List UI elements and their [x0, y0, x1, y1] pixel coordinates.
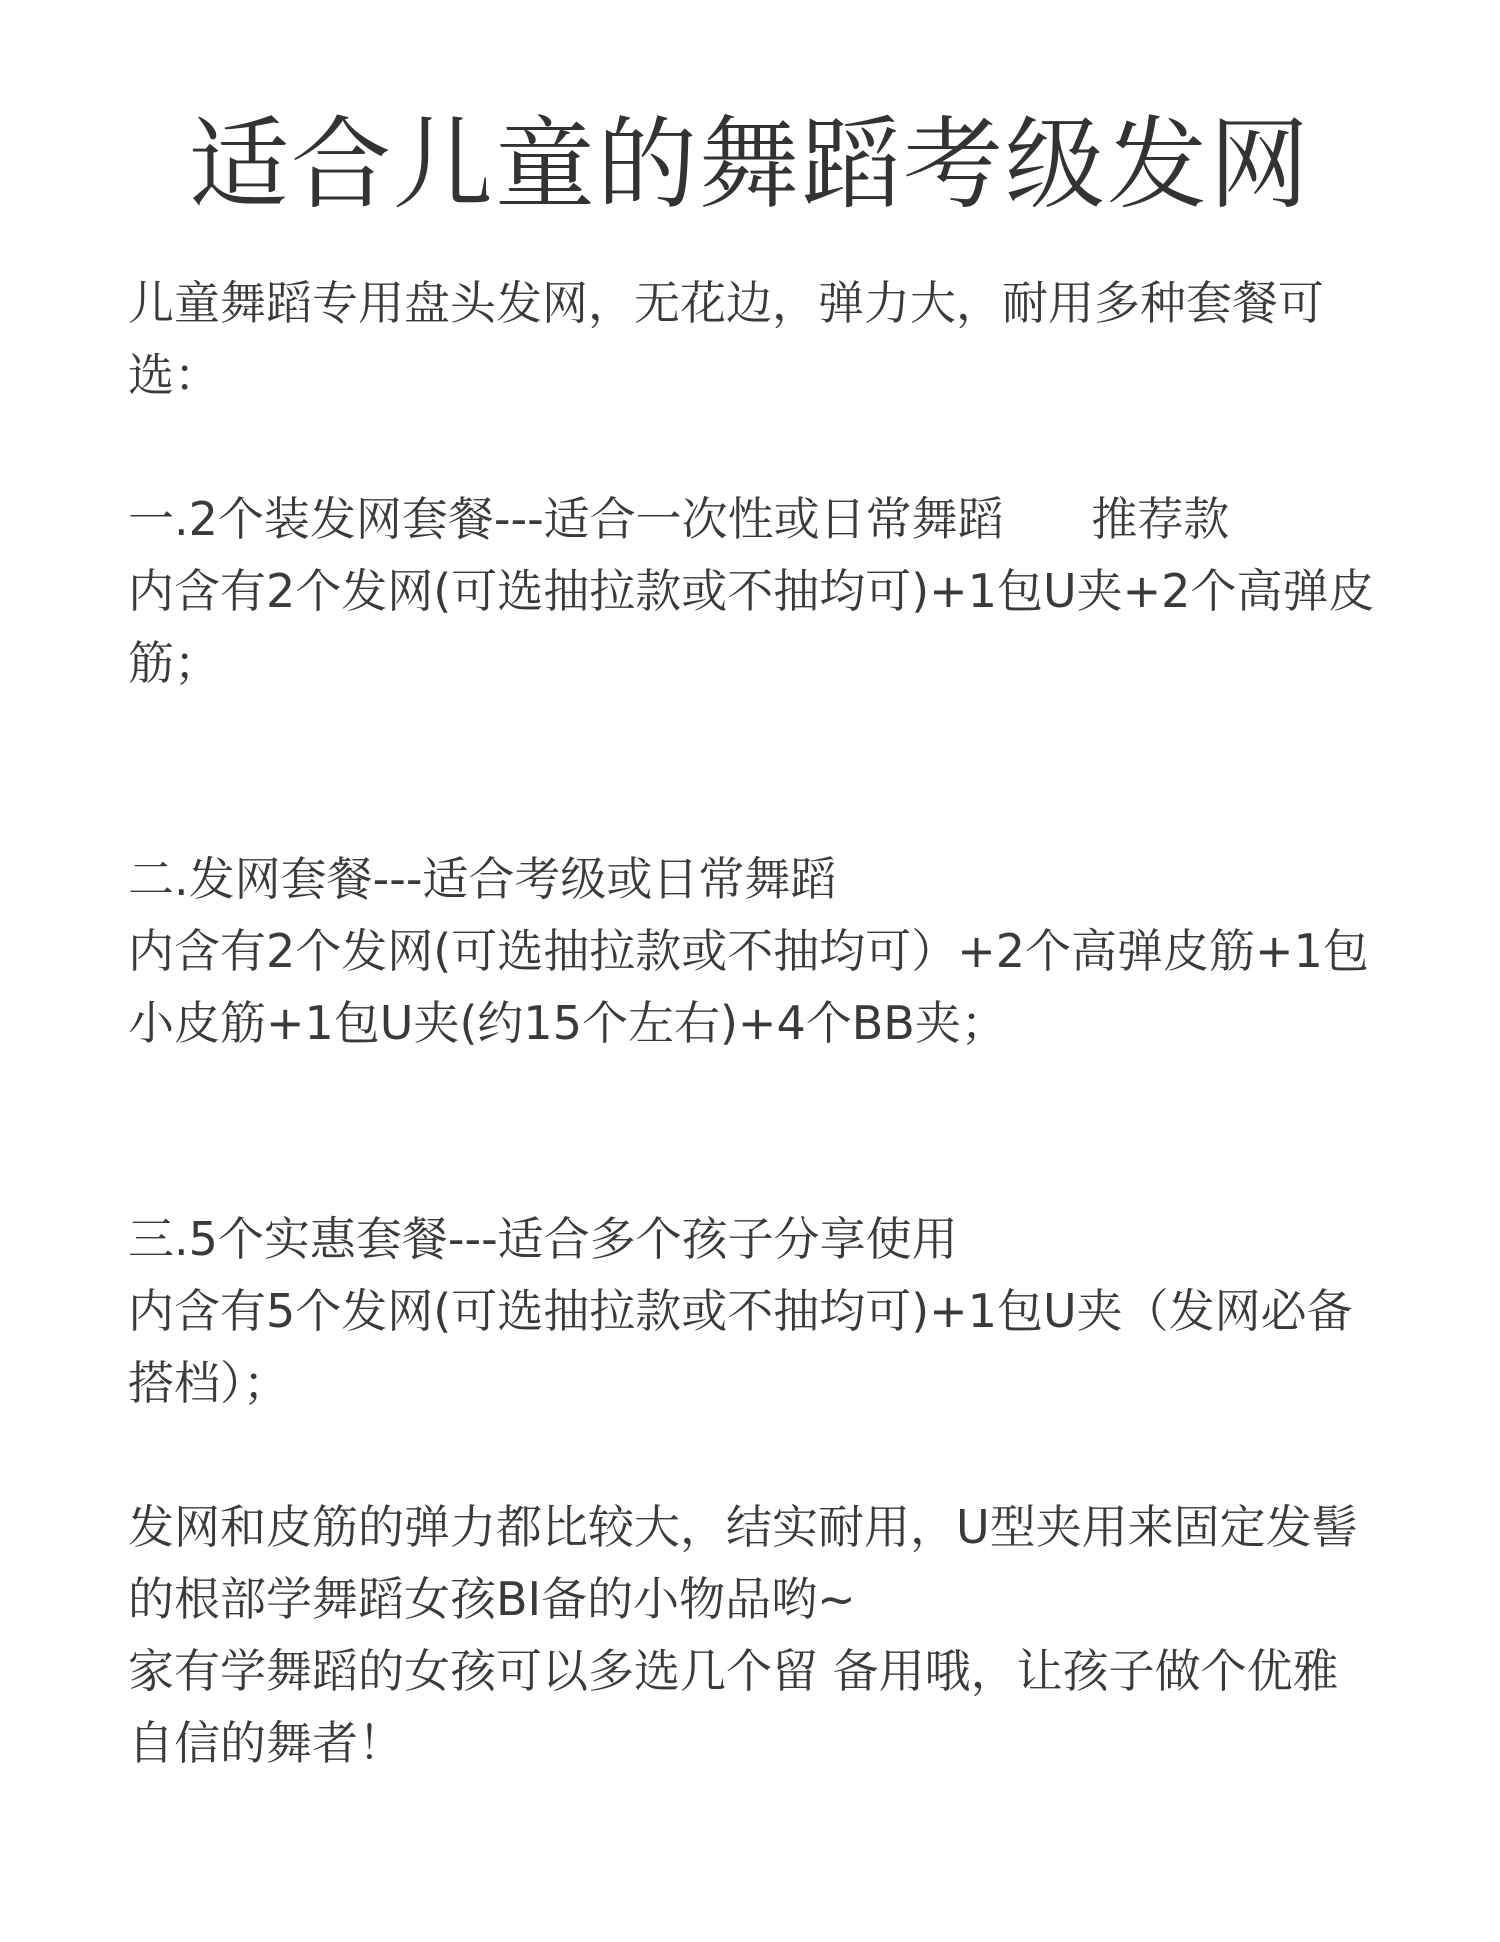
closing-line: 发网和皮筋的弹力都比较大，结实耐用，U型夹用来固定发髻 — [128, 1500, 1358, 1554]
intro-line: 选： — [128, 348, 220, 402]
closing-line: 自信的舞者！ — [128, 1716, 404, 1770]
package-heading: 一.2个装发网套餐---适合一次性或日常舞蹈 推荐款 — [128, 492, 1230, 546]
closing-line: 的根部学舞蹈女孩BI备的小物品哟~ — [128, 1572, 856, 1626]
intro-paragraph — [128, 267, 1418, 411]
intro-line: 儿童舞蹈专用盘头发网，无花边，弹力大，耐用多种套餐可 — [128, 276, 1324, 330]
package-content-line: 筋； — [128, 636, 220, 690]
package-two — [128, 843, 1418, 1059]
closing-line: 家有学舞蹈的女孩可以多选几个留 备用哦，让孩子做个优雅 — [128, 1644, 1339, 1698]
page-title: 适合儿童的舞蹈考级发网 — [189, 106, 1311, 223]
package-one — [128, 483, 1418, 699]
body-text — [128, 267, 1418, 1779]
package-content-line: 搭档）； — [128, 1356, 289, 1410]
package-heading: 二.发网套餐---适合考级或日常舞蹈 — [128, 852, 837, 906]
package-three — [128, 1203, 1418, 1419]
package-content-line: 内含有5个发网(可选抽拉款或不抽均可)+1包U夹（发网必备 — [128, 1284, 1353, 1338]
package-content-line: 小皮筋+1包U夹(约15个左右)+4个BB夹； — [128, 996, 1007, 1050]
package-heading: 三.5个实惠套餐---适合多个孩子分享使用 — [128, 1212, 958, 1266]
package-content-line: 内含有2个发网(可选抽拉款或不抽均可）+2个高弹皮筋+1包 — [128, 924, 1369, 978]
package-content-line: 内含有2个发网(可选抽拉款或不抽均可)+1包U夹+2个高弹皮 — [128, 564, 1375, 618]
closing-paragraph — [128, 1491, 1418, 1779]
